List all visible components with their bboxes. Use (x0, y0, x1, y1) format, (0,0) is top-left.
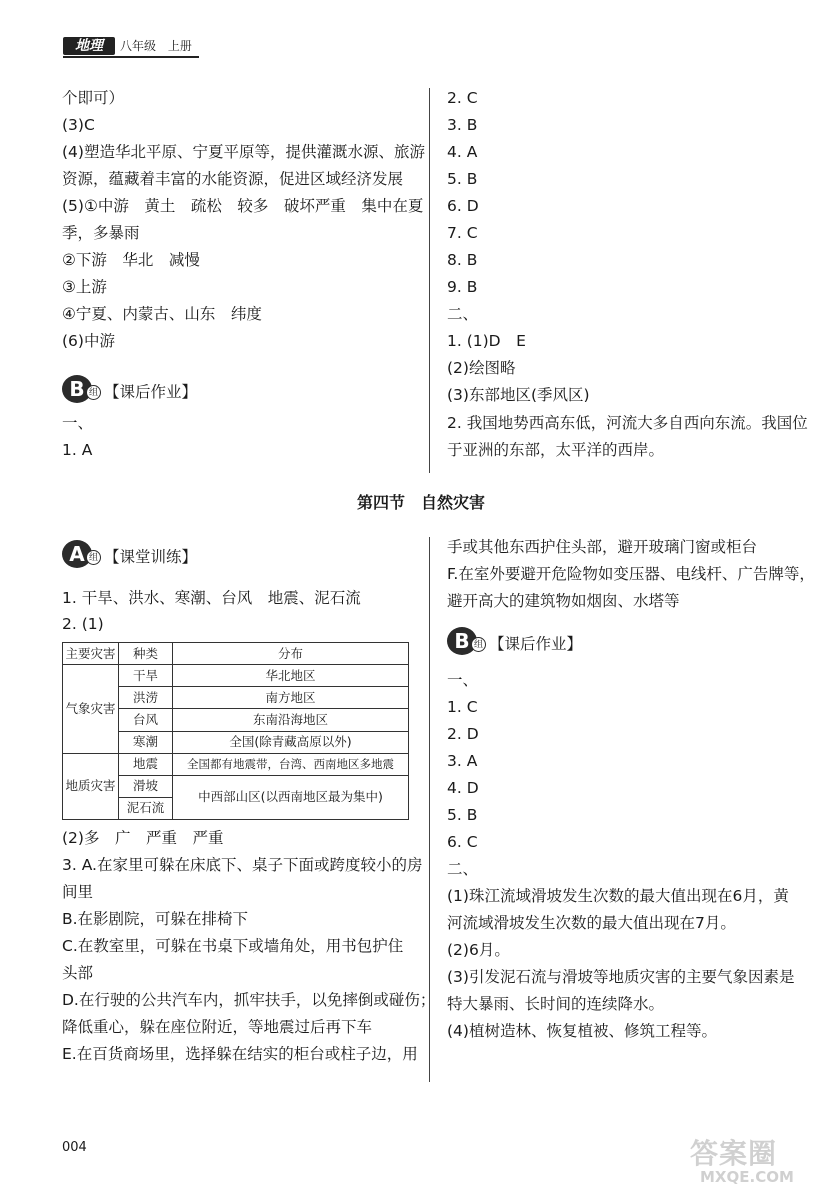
right-line: 二、 (447, 860, 479, 878)
right-line: 3. B (447, 116, 478, 134)
right-line: 3. A (447, 752, 478, 770)
section-title: 第四节 自然灾害 (357, 493, 486, 512)
badge-group: 组 (471, 637, 486, 652)
table-header: 种类 (119, 643, 173, 665)
column-divider-top (429, 88, 430, 473)
volume-label: 上册 (167, 39, 192, 53)
right-line: 2. 我国地势西高东低，河流大多自西向东流。我国位 (447, 414, 808, 432)
group-b-badge (62, 375, 100, 403)
table-cell: 全国(除青藏高原以外) (173, 731, 409, 753)
right-line: 4. A (447, 143, 478, 161)
left-line: (5)①中游 黄土 疏松 较多 破坏严重 集中在夏 (62, 197, 424, 215)
right-line: (3)引发泥石流与滑坡等地质灾害的主要气象因素是 (447, 968, 795, 986)
left-line: 资源，蕴藏着丰富的水能资源，促进区域经济发展 (62, 170, 404, 188)
right-line: 河流域滑坡发生次数的最大值出现在7月。 (447, 914, 736, 932)
right-line: 4. D (447, 779, 479, 797)
table-header: 主要灾害 (63, 643, 119, 665)
left-line: E.在百货商场里，选择躲在结实的柜台或柱子边，用 (62, 1045, 418, 1063)
homework-heading: 【课后作业】 (489, 635, 583, 653)
left-line: 3. A.在家里可躲在床底下、桌子下面或跨度较小的房 (62, 856, 423, 874)
right-line: (3)东部地区(季风区) (447, 386, 590, 404)
table-cell: 干旱 (119, 665, 173, 687)
right-line: 1. (1)D E (447, 332, 526, 350)
table-header: 分布 (173, 643, 409, 665)
left-line: ④宁夏、内蒙古、山东 纬度 (62, 305, 262, 323)
group-a-badge (62, 540, 100, 568)
table-cell: 台风 (119, 709, 173, 731)
right-line: (2)6月。 (447, 941, 510, 959)
right-line: 6. D (447, 197, 479, 215)
subject-tab: 地理 (63, 37, 115, 55)
table-cell: 南方地区 (173, 687, 409, 709)
table-cell: 东南沿海地区 (173, 709, 409, 731)
left-line: 1. 干旱、洪水、寒潮、台风 地震、泥石流 (62, 589, 361, 607)
right-line: 于亚洲的东部，太平洋的西岸。 (447, 441, 665, 459)
left-line: D.在行驶的公共汽车内，抓牢扶手，以免摔倒或碰伤； (62, 991, 436, 1009)
grade-label: 八年级 (120, 39, 157, 53)
right-line: (1)珠江流域滑坡发生次数的最大值出现在6月，黄 (447, 887, 789, 905)
right-line: 二、 (447, 305, 479, 323)
right-line: 5. B (447, 806, 478, 824)
badge-letter: B (62, 375, 92, 403)
badge-letter: A (62, 540, 92, 568)
table-cell: 滑坡 (119, 775, 173, 797)
table-cell: 泥石流 (119, 797, 173, 819)
homework-heading: 【课后作业】 (104, 383, 198, 401)
right-line: (4)植树造林、恢复植被、修筑工程等。 (447, 1022, 717, 1040)
table-group-cell: 地质灾害 (63, 753, 119, 819)
grade-volume (120, 37, 192, 55)
left-line: ②下游 华北 减慢 (62, 251, 200, 269)
table-cell: 华北地区 (173, 665, 409, 687)
badge-group: 组 (86, 550, 101, 565)
left-line: 头部 (62, 964, 94, 982)
right-line: 7. C (447, 224, 478, 242)
header-rule (63, 56, 199, 58)
right-line: 9. B (447, 278, 478, 296)
right-line: 2. D (447, 725, 479, 743)
left-line: 间里 (62, 883, 94, 901)
disaster-table (62, 642, 409, 820)
left-line: (2)多 广 严重 严重 (62, 829, 224, 847)
badge-group: 组 (86, 385, 101, 400)
table-group-cell: 气象灾害 (63, 665, 119, 754)
right-line: 避开高大的建筑物如烟囱、水塔等 (447, 592, 680, 610)
watermark-url: MXQE.COM (700, 1168, 794, 1186)
classroom-heading: 【课堂训练】 (104, 548, 198, 566)
right-line: 特大暴雨、长时间的连续降水。 (447, 995, 665, 1013)
table-cell: 地震 (119, 753, 173, 775)
left-line: 个即可） (62, 89, 125, 107)
left-line: 降低重心，躲在座位附近，等地震过后再下车 (62, 1018, 373, 1036)
table-cell: 洪涝 (119, 687, 173, 709)
page-number: 004 (62, 1140, 87, 1155)
group-b-badge (447, 627, 485, 655)
table-cell: 寒潮 (119, 731, 173, 753)
right-line: 6. C (447, 833, 478, 851)
right-line: 1. C (447, 698, 478, 716)
left-line: 2. (1) (62, 615, 104, 633)
right-line: 2. C (447, 89, 478, 107)
right-line: 一、 (447, 671, 479, 689)
right-line: 8. B (447, 251, 478, 269)
right-line: 手或其他东西护住头部，避开玻璃门窗或柜台 (447, 538, 758, 556)
left-line: ③上游 (62, 278, 107, 296)
left-line: (6)中游 (62, 332, 115, 350)
right-line: F.在室外要避开危险物如变压器、电线杆、广告牌等， (447, 565, 815, 583)
left-line: 1. A (62, 441, 93, 459)
left-line: (4)塑造华北平原、宁夏平原等，提供灌溉水源、旅游 (62, 143, 425, 161)
left-line: B.在影剧院，可躲在排椅下 (62, 910, 249, 928)
left-line: (3)C (62, 116, 95, 134)
right-line: (2)绘图略 (447, 359, 516, 377)
left-line: C.在教室里，可躲在书桌下或墙角处，用书包护住 (62, 937, 404, 955)
table-cell: 中西部山区(以西南地区最为集中) (173, 775, 409, 819)
badge-letter: B (447, 627, 477, 655)
left-line: 一、 (62, 414, 94, 432)
right-line: 5. B (447, 170, 478, 188)
table-cell: 全国都有地震带，台湾、西南地区多地震 (173, 753, 409, 775)
left-line: 季，多暴雨 (62, 224, 140, 242)
watermark-logo: 答案圈 (690, 1137, 778, 1170)
